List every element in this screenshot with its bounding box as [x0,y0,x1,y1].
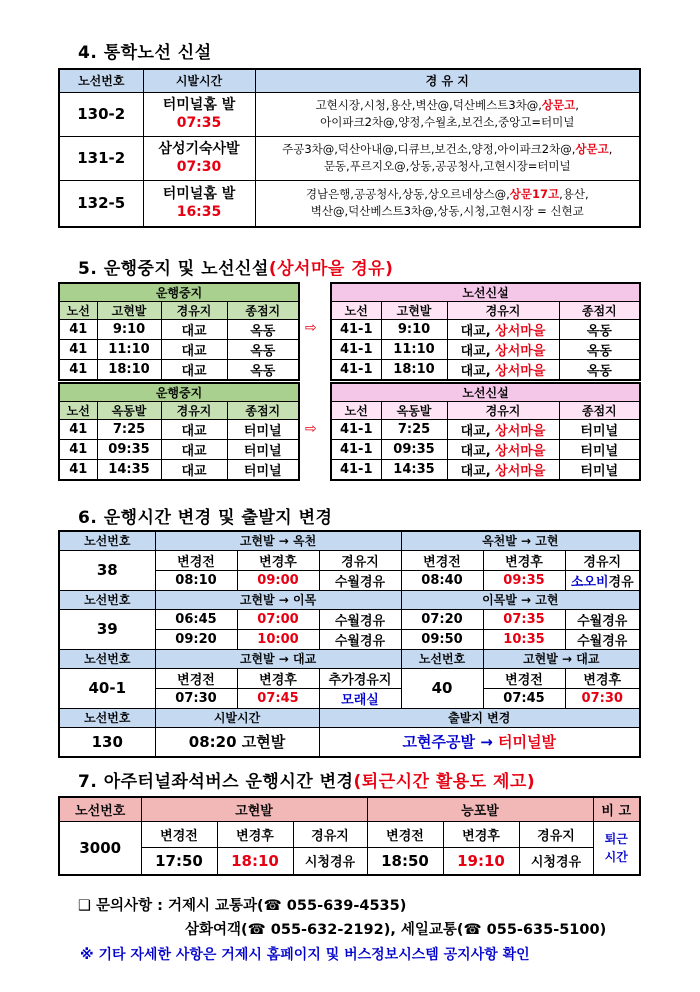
seat-bus-table [58,796,641,876]
via-text: 대교, [460,324,496,339]
cell: 터미널 [559,420,640,440]
cell: 옥동 [559,320,640,340]
table-row [59,320,299,340]
col-header: 종점지 [559,402,640,420]
via: 모래실 [319,688,401,708]
highlight-stop: 상문고 [575,142,609,156]
cell: 18:10 [381,360,447,381]
route-text: 주공3차@,덕산아내@,디큐브,보건소,양정,아이파크2차@, [282,142,576,156]
route-no: 132-5 [59,180,143,227]
direction-label: 고현발 → 옥천 [155,531,401,550]
via-highlight: 상서마을 [495,444,546,459]
table-row [59,460,299,481]
route-no-label: 노선번호 [59,590,155,609]
route-no: 131-2 [59,136,143,180]
start-time: 16:35 [176,204,222,221]
route-no: 39 [59,609,155,649]
time-before: 07:20 [401,609,483,629]
note-label: 비 고 [593,797,640,821]
cell: 대교 [161,420,227,440]
col-header: 경유지 [447,302,559,320]
cell: 09:35 [97,440,161,460]
start-cell [143,136,255,180]
route-text: , [608,142,613,156]
cell: 41 [59,340,97,360]
route-line-1 [256,97,640,114]
time-after: 19:10 [443,847,519,875]
arrow-right-icon: ⇨ [305,421,317,437]
col-header: 종점지 [559,302,640,320]
table-row [59,440,299,460]
time-before: 17:50 [141,847,217,875]
table-row [59,92,640,136]
cell: 9:10 [381,320,447,340]
route-text: , [575,98,579,112]
highlight-stop: 상문17고 [509,187,560,202]
via: 수월경유 [319,570,401,590]
table-row [331,420,640,440]
time-before: 09:50 [401,629,483,649]
stopped-table-2 [58,382,300,481]
via-highlight: 상서마을 [495,344,546,359]
cell: 41-1 [331,460,381,481]
route-text: 고현시장,시청,용산,벽산@,덕산베스트3차@, [315,98,542,112]
via: 수월경유 [565,609,640,629]
cell: 대교 [161,320,227,340]
new-route-table-2 [330,382,641,481]
time-before: 09:20 [155,629,237,649]
time-after: 18:10 [217,847,293,875]
table-row [331,460,640,481]
route-line-2: 문동,푸르지오@,상동,공공청사,고현시장=터미널 [323,159,571,173]
via-cell [447,460,559,481]
start-place: 터미널홈 발 [162,97,236,113]
cell: 11:10 [381,340,447,360]
origin-to: 터미널발 [498,733,556,752]
cell: 옥동 [227,320,299,340]
col-header: 변경전 [367,821,443,847]
time-before: 08:10 [155,570,237,590]
cell: 41-1 [331,440,381,460]
route-line-2: 아이파크2차@,양정,수월초,보건소,중앙고=터미널 [320,115,575,129]
cell: 41 [59,360,97,381]
col-header: 경유지 [293,821,367,847]
route-no: 40-1 [59,668,155,708]
cell: 대교 [161,340,227,360]
col-header: 변경전 [401,550,483,570]
col-header: 경유지 [519,821,593,847]
col-header: 경유지 [565,550,640,570]
col-header: 옥동발 [97,402,161,420]
col-header: 변경전 [483,668,565,688]
cell: 터미널 [559,440,640,460]
route-line-1 [256,186,640,203]
time-after: 09:35 [483,570,565,590]
col-header: 노선 [59,402,97,420]
time-before: 07:30 [155,688,237,708]
cell: 14:35 [97,460,161,481]
start-time: 07:35 [176,115,222,131]
contact-line-1: ❑ 문의사항 : 거제시 교통과(☎ 055-639-4535) [78,898,407,914]
col-header: 변경전 [141,821,217,847]
time-after: 10:00 [237,629,319,649]
via-highlight: 상서마을 [495,464,546,479]
table-row [331,340,640,360]
via-text: 대교, [460,344,496,359]
via-text: 대교, [460,444,496,459]
table-row [331,320,640,340]
col-header: 변경후 [565,668,640,688]
direction-label: 옥천발 → 고현 [401,531,640,550]
new-route-table-1 [330,282,641,381]
col-route-no: 노선번호 [59,69,143,92]
col-header: 변경후 [237,550,319,570]
cell: 대교 [161,460,227,481]
cell: 옥동 [559,340,640,360]
table-row [59,847,640,875]
col-header: 변경전 [155,550,237,570]
col-header: 경유지 [161,402,227,420]
start-value: 08:20 고현발 [155,727,319,757]
section-6-title: 6. 운행시간 변경 및 출발지 변경 [78,508,333,528]
cell: 41-1 [331,360,381,381]
table-row [59,136,640,180]
cell: 14:35 [381,460,447,481]
contact-line-2: 삼화여객(☎ 055-632-2192), 세일교통(☎ 055-635-5100) [185,922,607,938]
col-header: 경유지 [319,550,401,570]
direction-label: 고현발 → 대교 [155,649,401,668]
cell: 41 [59,440,97,460]
cell: 터미널 [227,460,299,481]
via-text: 대교, [460,424,496,439]
cell: 대교 [161,360,227,381]
col-header: 노선 [331,402,381,420]
route-cell [255,180,640,227]
route-cell [255,92,640,136]
col-header: 경유지 [447,402,559,420]
cell: 옥동 [227,340,299,360]
table-row [331,440,640,460]
arrow-right-icon: ⇨ [305,320,317,336]
via-cell [447,440,559,460]
time-before: 06:45 [155,609,237,629]
via-text: 대교, [460,464,496,479]
start-time: 07:30 [176,159,222,175]
cell: 41 [59,420,97,440]
cell: 7:25 [381,420,447,440]
time-after: 10:35 [483,629,565,649]
highlight-stop: 상문고 [541,98,576,112]
route-no: 130-2 [59,92,143,136]
time-after: 07:45 [237,688,319,708]
schedule-change-table [58,530,641,758]
section-7-title-main: 7. 아주터널좌석버스 운행시간 변경 [78,772,354,792]
col-header: 노선 [331,302,381,320]
route-line-2: 벽산@,덕산베스트3차@,상동,시청,고현시장 = 신현교 [310,204,584,219]
direction-label: 고현발 → 대교 [483,649,640,668]
col-header: 옥동발 [381,402,447,420]
cell: 터미널 [559,460,640,481]
via-highlight: 상서마을 [495,364,546,379]
via-text: 경유 [608,574,634,590]
col-header: 변경후 [483,550,565,570]
note-line: 시간 [604,849,628,864]
time-before: 08:40 [401,570,483,590]
col-header: 변경전 [155,668,237,688]
via: 수월경유 [319,609,401,629]
route-no-label: 노선번호 [59,649,155,668]
col-start-time: 시발시간 [143,69,255,92]
col-route: 경 유 지 [255,69,640,92]
col-header: 노선 [59,302,97,320]
cell: 터미널 [227,440,299,460]
section-7-title-note: (퇴근시간 활용도 제고) [353,772,536,792]
cell: 옥동 [559,360,640,381]
cell: 41 [59,320,97,340]
via-highlight: 상서마을 [495,324,546,339]
col-header: 경유지 [161,302,227,320]
route-line-1 [256,141,640,158]
cell: 18:10 [97,360,161,381]
table-row [59,727,640,757]
table-row [331,360,640,381]
cell: 옥동 [227,360,299,381]
direction-label: 능포발 [367,797,593,821]
route-no: 130 [59,727,155,757]
cell: 41-1 [331,320,381,340]
cell: 09:35 [381,440,447,460]
section-5-title-note: (상서마을 경유) [268,259,394,279]
start-cell [143,92,255,136]
direction-label: 고현발 [141,797,367,821]
time-before: 18:50 [367,847,443,875]
direction-label: 고현발 → 이목 [155,590,401,609]
cell: 대교 [161,440,227,460]
stopped-label: 운행중지 [59,383,299,402]
notice-line: ※ 기타 자세한 사항은 거제시 홈페이지 및 버스정보시스템 공지사항 확인 [80,947,530,963]
new-route-label: 노선신설 [331,283,640,302]
section-7-title [78,767,535,792]
route-text: 경남은행,공공청사,상동,상오르네상스@, [305,187,510,202]
via: 시청경유 [519,847,593,875]
time-after: 07:00 [237,609,319,629]
col-header: 종점지 [227,302,299,320]
via-cell [447,340,559,360]
arrow-right-icon: → [480,733,493,752]
cell: 터미널 [227,420,299,440]
stopped-table-1 [58,282,300,381]
via-text: 대교, [460,364,496,379]
origin-from: 고현주공발 [402,733,475,752]
route-no: 38 [59,550,155,590]
origin-change-label: 출발지 변경 [319,708,640,727]
cell: 9:10 [97,320,161,340]
section-4-title: 4. 통학노선 신설 [78,43,212,63]
note-cell [593,821,640,875]
cell: 11:10 [97,340,161,360]
route-no: 3000 [59,821,141,875]
via-cell [447,360,559,381]
table-row [59,340,299,360]
col-header: 고현발 [97,302,161,320]
route-no-label: 노선번호 [59,708,155,727]
via-highlight: 소오비 [570,574,609,590]
table-row [59,180,640,227]
route-no-label: 노선번호 [59,531,155,550]
via-highlight: 상서마을 [495,424,546,439]
table-row [59,360,299,381]
section-5-title-main: 5. 운행중지 및 노선신설 [78,259,269,279]
start-cell [143,180,255,227]
via [565,570,640,590]
via: 시청경유 [293,847,367,875]
via: 수월경유 [565,629,640,649]
route-no: 40 [401,668,483,708]
col-header: 변경후 [443,821,519,847]
via-cell [447,320,559,340]
col-header: 추가경유지 [319,668,401,688]
cell: 41-1 [331,340,381,360]
new-route-label: 노선신설 [331,383,640,402]
direction-label: 이목발 → 고현 [401,590,640,609]
cell: 7:25 [97,420,161,440]
start-time-label: 시발시간 [155,708,319,727]
cell: 41 [59,460,97,481]
route-no-label: 노선번호 [401,649,483,668]
time-after: 07:30 [565,688,640,708]
start-place: 터미널홈 발 [162,186,236,203]
time-after: 09:00 [237,570,319,590]
note-line: 퇴근 [604,831,628,846]
school-route-table [58,68,641,228]
stopped-label: 운행중지 [59,283,299,302]
time-before: 07:45 [483,688,565,708]
table-row [59,420,299,440]
via-cell [447,420,559,440]
col-header: 종점지 [227,402,299,420]
via: 수월경유 [319,629,401,649]
cell: 41-1 [331,420,381,440]
section-5-title [78,254,393,279]
origin-change [319,727,640,757]
route-text: ,용산, [559,187,589,202]
table-row [59,609,640,629]
route-no-label: 노선번호 [59,797,141,821]
col-header: 변경후 [237,668,319,688]
col-header: 고현발 [381,302,447,320]
start-place: 삼성기숙사발 [158,141,240,157]
col-header: 변경후 [217,821,293,847]
route-cell [255,136,640,180]
time-after: 07:35 [483,609,565,629]
